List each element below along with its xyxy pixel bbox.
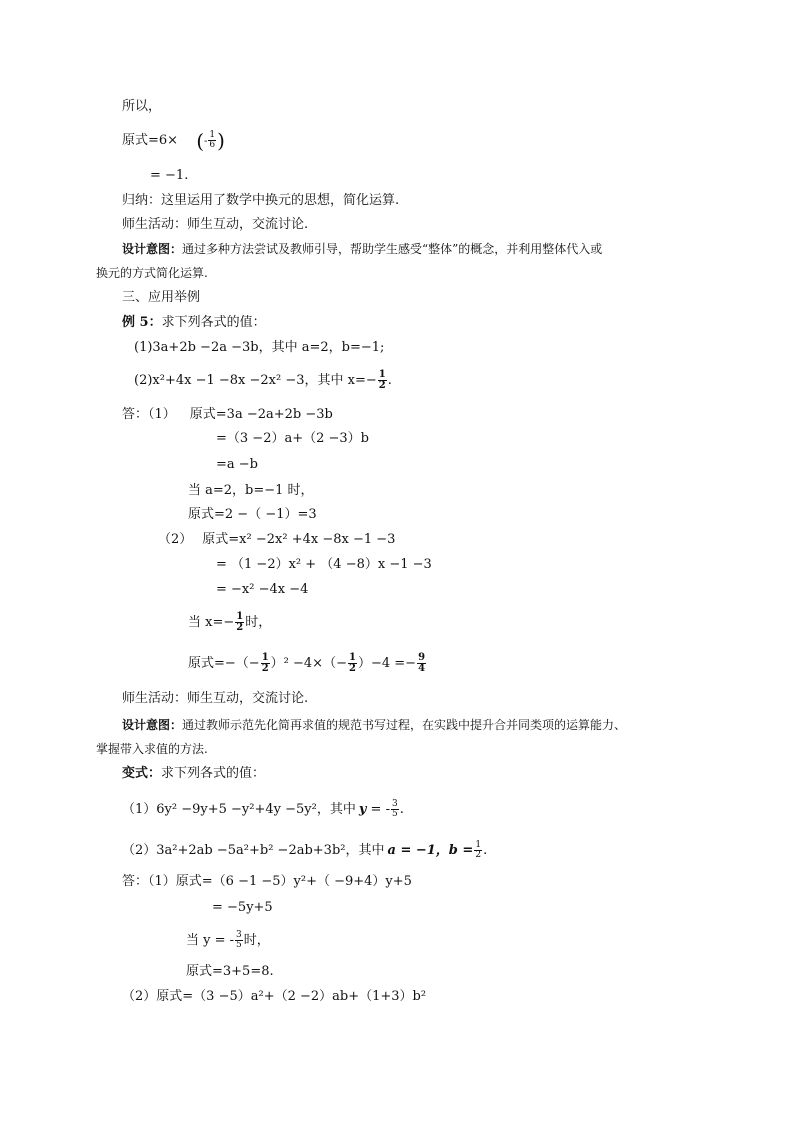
variant-q1: （1）6y² −9y+5 −y²+4y −5y²，其中 y = - $\frac{3}{5}$ . bbox=[122, 799, 404, 819]
answer2-line2: = （1 −2）x² + （4 −8）x −1 −3 bbox=[216, 557, 432, 572]
variant-answer1-line1: 答：（1）原式=（6 −1 −5）y²+（ −9+4）y+5 bbox=[122, 874, 412, 889]
answer1-line2: =（3 −2）a+（2 −3）b bbox=[216, 431, 369, 446]
answer1-line1: 答：（1） 原式=3a −2a+2b −3b bbox=[122, 407, 333, 422]
line-design-intent-2: 设计意图：通过教师示范先化简再求值的规范书写过程，在实践中提升合并同类项的运算能力、 bbox=[122, 718, 627, 732]
variant-answer1-line2: = −5y+5 bbox=[212, 900, 273, 915]
line-equals-neg1: = −1. bbox=[150, 168, 189, 183]
variant-answer1-line4: 原式=3+5=8. bbox=[186, 964, 274, 979]
line-summary: 归纳：这里运用了数学中换元的思想，简化运算. bbox=[122, 193, 400, 208]
answer2-line1: （2） 原式=x² −2x² +4x −8x −1 −3 bbox=[158, 532, 396, 547]
example5-q2: (2)x²+4x −1 −8x −2x² −3，其中 x=− $\frac{1}{2}$ . bbox=[134, 369, 392, 391]
answer1-line3: =a −b bbox=[216, 457, 258, 472]
line-design-intent-2-cont: 掌握带入求值的方法. bbox=[96, 742, 208, 756]
answer1-line4: 当 a=2，b=−1 时， bbox=[188, 483, 314, 498]
variant-heading: 变式：求下列各式的值： bbox=[122, 766, 266, 781]
line-design-intent: 设计意图：通过多种方法尝试及教师引导，帮助学生感受“整体”的概念，并利用整体代入或 bbox=[122, 242, 603, 256]
line-design-intent-cont: 换元的方式简化运算. bbox=[96, 266, 208, 280]
variant-answer1-line3: 当 y = - $\frac{3}{5}$ 时， bbox=[186, 930, 270, 950]
answer2-line3: = −x² −4x −4 bbox=[216, 582, 309, 597]
example5-q1: (1)3a+2b −2a −3b，其中 a=2，b=−1; bbox=[134, 340, 385, 355]
example5-heading: 例 5：求下列各式的值： bbox=[122, 315, 266, 330]
section-heading: 三、应用举例 bbox=[122, 290, 201, 305]
answer1-line5: 原式=2 −（ −1）=3 bbox=[188, 507, 317, 522]
variant-answer2-line1: （2）原式=（3 −5）a²+（2 −2）ab+（1+3）b² bbox=[122, 989, 427, 1004]
variant-q2: （2）3a²+2ab −5a²+b² −2ab+3b²，其中 a = −1，b = $\frac{1}{2}$ . bbox=[122, 840, 488, 860]
line-result-expr: 原式=6× (- $\frac{1}{6}$ ) bbox=[122, 128, 225, 153]
line-so: 所以， bbox=[122, 99, 162, 114]
answer2-line4: 当 x=− $\frac{1}{2}$ 时， bbox=[188, 611, 272, 633]
answer2-line5: 原式=−（− $\frac{1}{2}$ ）² −4×（− $\frac{1}{2}$ ）−4 =− $\frac{9}{4}$ bbox=[188, 652, 426, 674]
line-activity-2: 师生活动：师生互动，交流讨论. bbox=[122, 691, 309, 706]
line-activity: 师生活动：师生互动，交流讨论. bbox=[122, 217, 309, 232]
